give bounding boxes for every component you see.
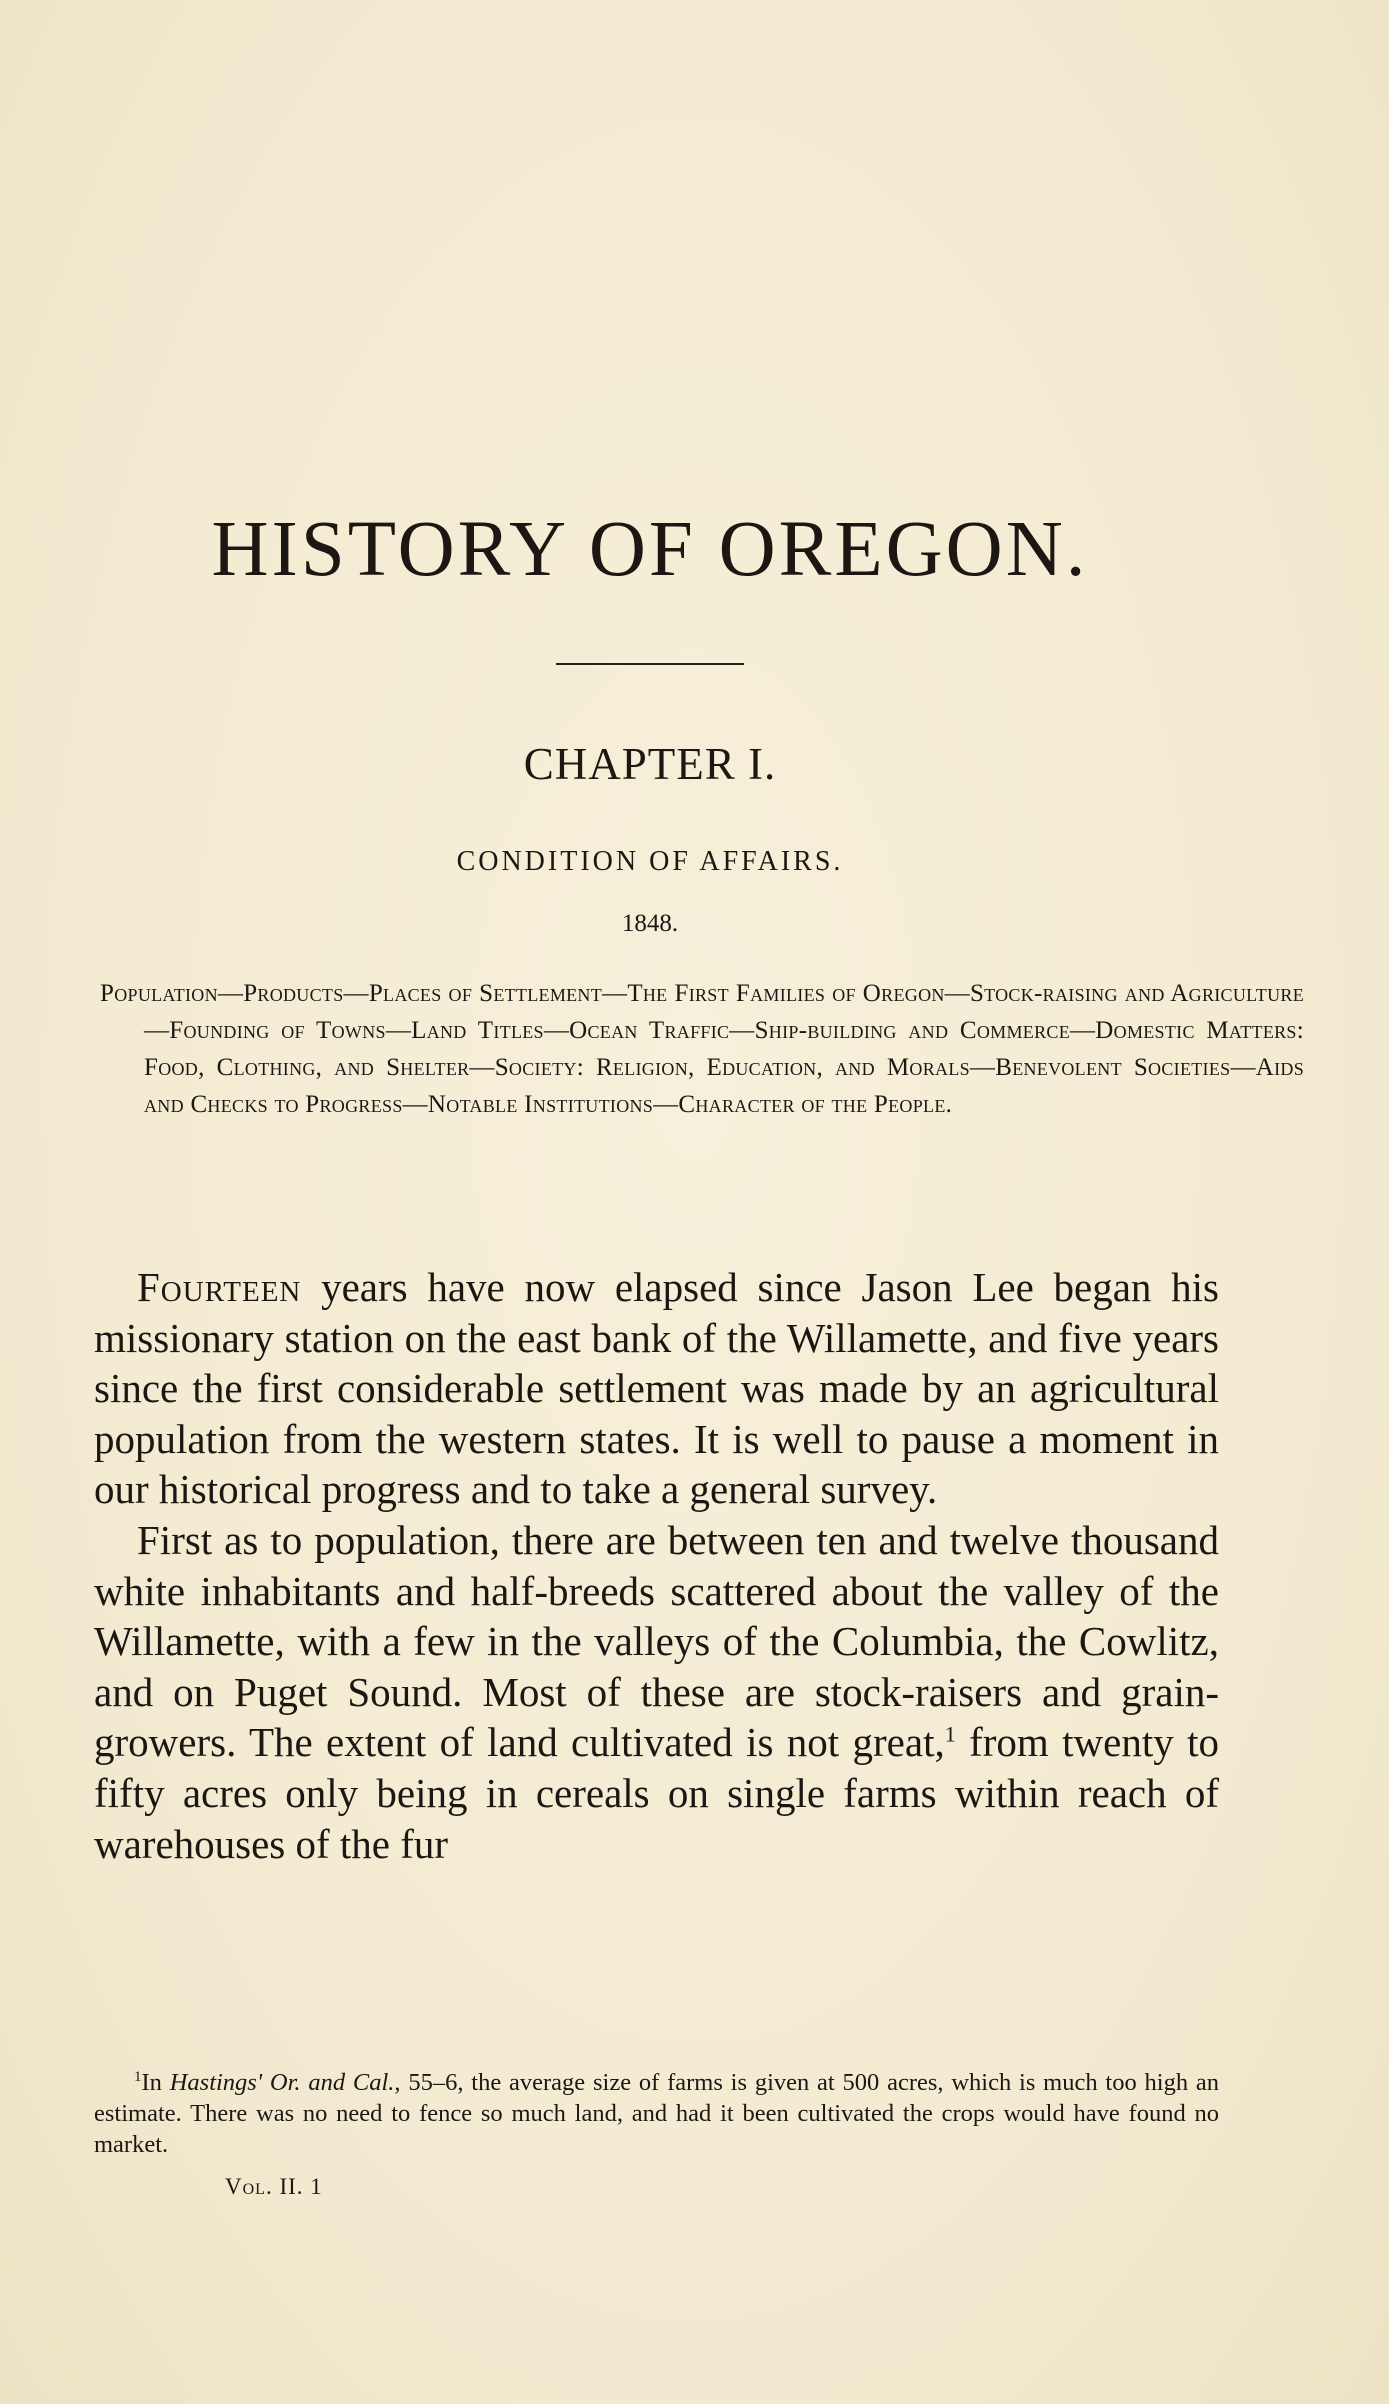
footnote-body: , 55–6, the average size of farms is given at 500 acres, which is much too high an estimate. There was no need to fence so much land, and had it been cultivated the crops would have found no market. (94, 2069, 1219, 2158)
footnote-text (94, 2067, 1219, 2160)
footnote (94, 2067, 1219, 2160)
paragraph-text: from twenty to fifty acres only being in cereals on single farms within reach of warehouses of the fur (94, 1719, 1219, 1867)
footnote-source: Hastings' Or. and Cal. (169, 2069, 395, 2096)
book-title: HISTORY OF OREGON. (211, 506, 1089, 593)
chapter-synopsis: Population—Products—Places of Settlement—The First Families of Oregon—Stock-raising and Agriculture—Founding of Towns—Land Titles—Ocean Traffic—Ship-building and Commerce—Domestic Matters: Food, Clothing, and Shelter—Society: Religion, Education, and Morals—Benevolent Societies—Aids and Checks to Progress—Notable Institutions—Character of the People. (100, 980, 1304, 1118)
paragraph-text: First as to population, there are between ten and twelve thousand white inhabitants and half-breeds scattered about the valley of the Willamette, with a few in the valleys of the Columbia, the Cowlitz, and on Puget Sound. Most of these are stock-raisers and grain-growers. The extent of land cultivated is not great, (94, 1516, 1219, 1766)
footnote-reference[interactable]: 1 (944, 1721, 956, 1747)
body-text (94, 1262, 1219, 1869)
title-rule (556, 663, 744, 665)
paragraph-text: years have now elapsed since Jason Lee began his missionary station on the east bank of the Willamette, and five years since the first considerable settlement was made by an agricultural population from the western states. It is well to pause a moment in our historical progress and to take a general survey. (94, 1264, 1219, 1513)
footnote-mark: 1 (134, 2068, 142, 2085)
footnote-prefix: In (141, 2069, 170, 2096)
volume-signature: Vol. II. 1 (225, 2174, 323, 2199)
paragraph-lead: Fourteen (137, 1264, 302, 1310)
chapter-year: 1848. (621, 910, 679, 937)
paragraph-1 (94, 1262, 1219, 1515)
chapter-title: CONDITION OF AFFAIRS. (456, 846, 844, 877)
chapter-number: CHAPTER I. (523, 739, 777, 789)
paragraph-2 (94, 1515, 1219, 1869)
